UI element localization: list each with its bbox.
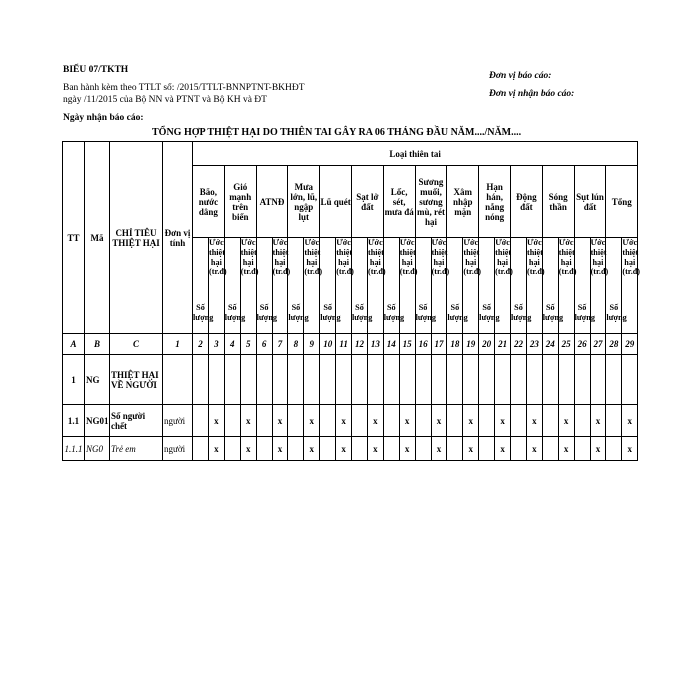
hazard-header: Động đất bbox=[510, 166, 542, 238]
row-donvi bbox=[163, 355, 193, 405]
row-value-cell: x bbox=[399, 405, 415, 437]
row-value-cell: x bbox=[367, 405, 383, 437]
quantity-subheader: Số lượng bbox=[288, 238, 304, 334]
row-value-cell: x bbox=[463, 437, 479, 461]
hazard-header: Sạt lở đất bbox=[351, 166, 383, 238]
row-value-cell bbox=[351, 405, 367, 437]
column-index: 17 bbox=[431, 334, 447, 355]
row-value-cell bbox=[288, 437, 304, 461]
column-index: 23 bbox=[526, 334, 542, 355]
row-value-cell: x bbox=[304, 405, 320, 437]
row-value-cell bbox=[606, 355, 622, 405]
row-value-cell: x bbox=[304, 437, 320, 461]
row-value-cell bbox=[447, 355, 463, 405]
value-subheader: Ước thiệt hại (tr.đ) bbox=[272, 238, 288, 334]
row-value-cell: x bbox=[558, 437, 574, 461]
column-index: 16 bbox=[415, 334, 431, 355]
hazard-header: Hạn hán, nắng nóng bbox=[479, 166, 511, 238]
row-value-cell bbox=[558, 355, 574, 405]
row-value-cell: x bbox=[336, 437, 352, 461]
report-title: TỔNG HỢP THIỆT HẠI DO THIÊN TAI GÂY RA 06 THÁNG ĐẦU NĂM..../NĂM.... bbox=[152, 127, 522, 138]
receiving-unit-label: Đơn vị nhận báo cáo: bbox=[489, 89, 575, 99]
row-value-cell bbox=[606, 405, 622, 437]
row-value-cell bbox=[383, 355, 399, 405]
issued-line-1: Ban hành kèm theo TTLT số: /2015/TTLT-BNNPTNT-BKHĐT bbox=[63, 83, 305, 93]
column-index: A bbox=[63, 334, 85, 355]
row-value-cell bbox=[622, 355, 638, 405]
row-value-cell bbox=[351, 355, 367, 405]
quantity-subheader: Số lượng bbox=[320, 238, 336, 334]
row-value-cell: x bbox=[272, 437, 288, 461]
row-value-cell bbox=[495, 355, 511, 405]
row-value-cell: x bbox=[463, 405, 479, 437]
row-chitieu: Số người chết bbox=[110, 405, 163, 437]
row-value-cell bbox=[320, 355, 336, 405]
issued-line-2: ngày /11/2015 của Bộ NN và PTNT và Bộ KH và ĐT bbox=[63, 95, 267, 105]
column-index: 9 bbox=[304, 334, 320, 355]
row-value-cell bbox=[193, 405, 209, 437]
row-value-cell bbox=[288, 355, 304, 405]
row-ma: NG bbox=[85, 355, 110, 405]
row-donvi: người bbox=[163, 405, 193, 437]
column-index: B bbox=[85, 334, 110, 355]
row-ma: NG01 bbox=[85, 405, 110, 437]
column-index: 21 bbox=[495, 334, 511, 355]
report-date-label: Ngày nhận báo cáo: bbox=[63, 113, 144, 123]
row-value-cell bbox=[272, 355, 288, 405]
hazard-header: Mưa lớn, lũ, ngập lụt bbox=[288, 166, 320, 238]
column-index: 6 bbox=[256, 334, 272, 355]
value-subheader: Ước thiệt hại (tr.đ) bbox=[209, 238, 225, 334]
hazard-header: Lũ quét bbox=[320, 166, 352, 238]
column-index: 28 bbox=[606, 334, 622, 355]
row-value-cell bbox=[479, 355, 495, 405]
row-value-cell: x bbox=[209, 405, 225, 437]
damage-report-table bbox=[62, 141, 641, 461]
row-value-cell: x bbox=[240, 405, 256, 437]
row-value-cell bbox=[256, 355, 272, 405]
column-index: 7 bbox=[272, 334, 288, 355]
row-value-cell bbox=[399, 355, 415, 405]
row-value-cell bbox=[240, 355, 256, 405]
row-value-cell bbox=[193, 355, 209, 405]
column-index: 22 bbox=[510, 334, 526, 355]
quantity-subheader: Số lượng bbox=[383, 238, 399, 334]
value-subheader: Ước thiệt hại (tr.đ) bbox=[240, 238, 256, 334]
row-tt: 1 bbox=[63, 355, 85, 405]
row-value-cell bbox=[304, 355, 320, 405]
hazard-header: Gió mạnh trên biển bbox=[224, 166, 256, 238]
row-value-cell bbox=[224, 405, 240, 437]
hazard-header: Sụt lún đất bbox=[574, 166, 606, 238]
form-code: BIỂU 07/TKTH bbox=[63, 65, 129, 75]
quantity-subheader: Số lượng bbox=[256, 238, 272, 334]
row-value-cell: x bbox=[590, 437, 606, 461]
row-value-cell bbox=[209, 355, 225, 405]
hazard-group-header: Loại thiên tai bbox=[193, 142, 638, 166]
col-chitieu-header: CHỈ TIÊU THIỆT HẠI bbox=[110, 142, 163, 334]
row-value-cell bbox=[224, 355, 240, 405]
row-value-cell: x bbox=[209, 437, 225, 461]
row-value-cell bbox=[574, 437, 590, 461]
row-value-cell: x bbox=[336, 405, 352, 437]
row-tt: 1.1.1 bbox=[63, 437, 85, 461]
column-index: 14 bbox=[383, 334, 399, 355]
row-value-cell bbox=[193, 437, 209, 461]
row-value-cell bbox=[224, 437, 240, 461]
quantity-subheader: Số lượng bbox=[415, 238, 431, 334]
row-value-cell bbox=[510, 437, 526, 461]
table-row bbox=[63, 437, 638, 461]
column-index: 26 bbox=[574, 334, 590, 355]
value-subheader: Ước thiệt hại (tr.đ) bbox=[367, 238, 383, 334]
quantity-subheader: Số lượng bbox=[351, 238, 367, 334]
hazard-header: Sóng thần bbox=[542, 166, 574, 238]
row-value-cell bbox=[256, 437, 272, 461]
quantity-subheader: Số lượng bbox=[510, 238, 526, 334]
quantity-subheader: Số lượng bbox=[542, 238, 558, 334]
value-subheader: Ước thiệt hại (tr.đ) bbox=[431, 238, 447, 334]
row-value-cell: x bbox=[367, 437, 383, 461]
row-value-cell: x bbox=[622, 437, 638, 461]
quantity-subheader: Số lượng bbox=[193, 238, 209, 334]
value-subheader: Ước thiệt hại (tr.đ) bbox=[558, 238, 574, 334]
row-value-cell bbox=[415, 437, 431, 461]
column-index: 13 bbox=[367, 334, 383, 355]
hazard-header: Bão, nước dâng bbox=[193, 166, 225, 238]
row-value-cell bbox=[447, 405, 463, 437]
row-value-cell: x bbox=[622, 405, 638, 437]
column-index: 24 bbox=[542, 334, 558, 355]
value-subheader: Ước thiệt hại (tr.đ) bbox=[526, 238, 542, 334]
row-value-cell: x bbox=[431, 437, 447, 461]
row-value-cell bbox=[542, 405, 558, 437]
table-row bbox=[63, 405, 638, 437]
row-value-cell bbox=[526, 355, 542, 405]
row-ma: NG0 bbox=[85, 437, 110, 461]
row-value-cell bbox=[574, 405, 590, 437]
quantity-subheader: Số lượng bbox=[574, 238, 590, 334]
reporting-unit-label: Đơn vị báo cáo: bbox=[489, 71, 552, 81]
hazard-header: Sương muối, sương mù, rét hại bbox=[415, 166, 447, 238]
value-subheader: Ước thiệt hại (tr.đ) bbox=[495, 238, 511, 334]
row-donvi: người bbox=[163, 437, 193, 461]
row-value-cell bbox=[479, 405, 495, 437]
column-index: 19 bbox=[463, 334, 479, 355]
column-index: 15 bbox=[399, 334, 415, 355]
row-value-cell bbox=[510, 405, 526, 437]
row-chitieu: THIỆT HẠI VỀ NGƯỜI bbox=[110, 355, 163, 405]
row-value-cell bbox=[606, 437, 622, 461]
row-value-cell bbox=[320, 405, 336, 437]
row-value-cell: x bbox=[526, 405, 542, 437]
column-index: C bbox=[110, 334, 163, 355]
quantity-subheader: Số lượng bbox=[447, 238, 463, 334]
column-index: 10 bbox=[320, 334, 336, 355]
row-tt: 1.1 bbox=[63, 405, 85, 437]
row-value-cell bbox=[351, 437, 367, 461]
row-value-cell bbox=[574, 355, 590, 405]
hazard-header: ATNĐ bbox=[256, 166, 288, 238]
value-subheader: Ước thiệt hại (tr.đ) bbox=[622, 238, 638, 334]
column-index: 27 bbox=[590, 334, 606, 355]
row-value-cell bbox=[542, 355, 558, 405]
row-value-cell bbox=[510, 355, 526, 405]
row-value-cell bbox=[288, 405, 304, 437]
row-chitieu: Trẻ em bbox=[110, 437, 163, 461]
row-value-cell bbox=[463, 355, 479, 405]
row-value-cell: x bbox=[272, 405, 288, 437]
row-value-cell bbox=[415, 355, 431, 405]
value-subheader: Ước thiệt hại (tr.đ) bbox=[463, 238, 479, 334]
quantity-subheader: Số lượng bbox=[224, 238, 240, 334]
column-index: 1 bbox=[163, 334, 193, 355]
column-index: 4 bbox=[224, 334, 240, 355]
column-index: 25 bbox=[558, 334, 574, 355]
column-index: 12 bbox=[351, 334, 367, 355]
column-index: 8 bbox=[288, 334, 304, 355]
row-value-cell bbox=[367, 355, 383, 405]
row-value-cell: x bbox=[590, 405, 606, 437]
column-index: 18 bbox=[447, 334, 463, 355]
row-value-cell bbox=[256, 405, 272, 437]
row-value-cell: x bbox=[431, 405, 447, 437]
row-value-cell bbox=[383, 405, 399, 437]
row-value-cell: x bbox=[399, 437, 415, 461]
col-tt-header: TT bbox=[63, 142, 85, 334]
row-value-cell bbox=[415, 405, 431, 437]
row-value-cell bbox=[431, 355, 447, 405]
value-subheader: Ước thiệt hại (tr.đ) bbox=[336, 238, 352, 334]
row-value-cell bbox=[479, 437, 495, 461]
row-value-cell: x bbox=[240, 437, 256, 461]
quantity-subheader: Số lượng bbox=[479, 238, 495, 334]
quantity-subheader: Số lượng bbox=[606, 238, 622, 334]
row-value-cell bbox=[383, 437, 399, 461]
hazard-header: Tổng bbox=[606, 166, 638, 238]
column-index: 29 bbox=[622, 334, 638, 355]
column-index: 5 bbox=[240, 334, 256, 355]
value-subheader: Ước thiệt hại (tr.đ) bbox=[304, 238, 320, 334]
column-index: 20 bbox=[479, 334, 495, 355]
row-value-cell bbox=[590, 355, 606, 405]
row-value-cell: x bbox=[495, 405, 511, 437]
column-index: 2 bbox=[193, 334, 209, 355]
column-index: 3 bbox=[209, 334, 225, 355]
row-value-cell: x bbox=[526, 437, 542, 461]
row-value-cell bbox=[542, 437, 558, 461]
column-index: 11 bbox=[336, 334, 352, 355]
row-value-cell bbox=[336, 355, 352, 405]
hazard-header: Lốc, sét, mưa đá bbox=[383, 166, 415, 238]
value-subheader: Ước thiệt hại (tr.đ) bbox=[590, 238, 606, 334]
hazard-header: Xâm nhập mặn bbox=[447, 166, 479, 238]
value-subheader: Ước thiệt hại (tr.đ) bbox=[399, 238, 415, 334]
row-value-cell bbox=[447, 437, 463, 461]
col-ma-header: Mã bbox=[85, 142, 110, 334]
row-value-cell bbox=[320, 437, 336, 461]
col-donvi-header: Đơn vị tính bbox=[163, 142, 193, 334]
row-value-cell: x bbox=[495, 437, 511, 461]
table-row bbox=[63, 355, 638, 405]
row-value-cell: x bbox=[558, 405, 574, 437]
